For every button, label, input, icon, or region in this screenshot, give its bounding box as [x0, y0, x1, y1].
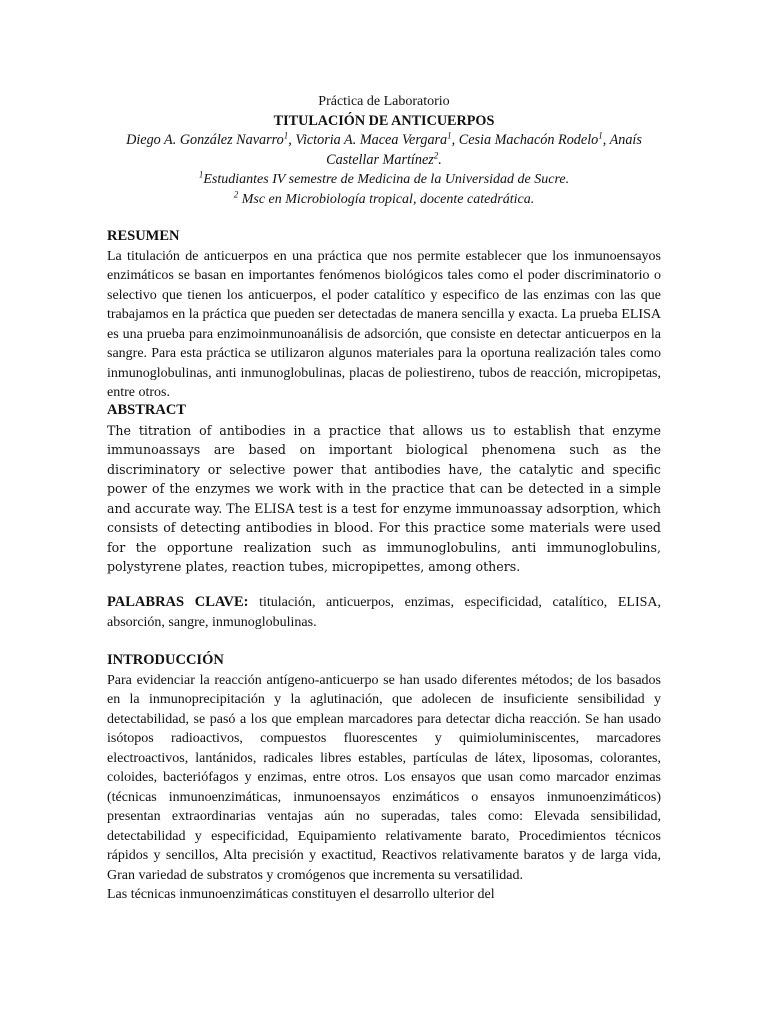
keywords-paragraph — [107, 593, 661, 632]
affiliation — [100, 190, 668, 210]
affiliation-text: Estudiantes IV semestre de Medicina de la Universidad de Sucre. — [203, 172, 570, 187]
introduccion-body: Para evidenciar la reacción antígeno-anticuerpo se han usado diferentes métodos; de los basados en la inmunoprecipitación y la aglutinación, que adolecen de insuficiente sensibilidad y detectabilidad, se pasó a los que emplean marcadores para detectar dicha reacción. Se han usado isótopos radioactivos, compuestos fluorescentes y quimioluminiscentes, marcadores electroactivos, lantánidos, radicales libres estables, partículas de látex, liposomas, colorantes, coloides, bacteriófagos y enzimas, entre otros. Los ensayos que usan como marcador enzimas (técnicas inmunoenzimáticas, inmunoensayos enzimáticos o ensayos inmunoenzimáticos) presentan extraordinarias ventajas aún no superadas, tales como: Elevada sensibilidad, detectabilidad y especificidad, Equipamiento relativamente barato, Procedimientos técnicos rápidos y sencillos, Alta precisión y exactitud, Reactivos relativamente baratos y de larga vida, Gran variedad de substratos y cromógenos que incrementa su versatilidad. — [107, 672, 661, 883]
affiliation — [100, 170, 668, 190]
keywords-label: PALABRAS CLAVE: — [107, 594, 249, 610]
abstract-heading: ABSTRACT — [107, 402, 186, 418]
abstract-section — [107, 401, 661, 577]
author-sup: 2 — [433, 149, 439, 160]
resumen-section — [107, 227, 661, 403]
author-name: Cesia Machacón Rodelo — [458, 132, 599, 148]
author-name: Anaís Castellar Martínez — [326, 132, 642, 168]
author-sup: 1 — [447, 130, 452, 141]
author-name: Victoria A. Macea Vergara — [295, 132, 448, 148]
author-sup: 1 — [598, 130, 603, 141]
introduccion-section — [107, 651, 661, 905]
introduccion-continuation: Las técnicas inmunoenzimáticas constituyen el desarrollo ulterior del — [107, 887, 495, 902]
affiliation-text: Msc en Microbiología tropical, docente catedrática. — [238, 191, 535, 207]
resumen-body: La titulación de anticuerpos en una práctica que nos permite establecer que los inmunoensayos enzimáticos se basan en importantes fenómenos biológicos tales como el poder discriminatorio o selectivo que tienen los anticuerpos, el poder catalítico y especifico de las enzimas con las que trabajamos en la práctica que pueden ser detectadas de manera sencilla y exacta. La prueba ELISA es una prueba para enzimoinmunoanálisis de adsorción, que consiste en detectar anticuerpos en la sangre. Para esta práctica se utilizaron algunos materiales para la oportuna realización tales como inmunoglobulinas, anti inmunoglobulinas, placas de poliestireno, tubos de reacción, micropipetas, entre otros. — [107, 248, 661, 400]
affiliation-sup: 2 — [233, 188, 239, 199]
affiliation-sup: 1 — [198, 169, 204, 180]
keywords-text: titulación, anticuerpos, enzimas, especificidad, catalítico, ELISA, absorción, sangre, inmunoglobulinas. — [107, 595, 662, 630]
paper-subtitle: Práctica de Laboratorio — [318, 94, 450, 109]
keywords-section — [107, 593, 661, 632]
author-list: Diego A. González Navarro$^1$, Victoria A. Macea Vergara$^1$, Cesia Machacón Rodelo$^1$, Anaís Castellar Martínez$^2$. — [126, 130, 642, 168]
author-name: Diego A. González Navarro — [126, 132, 284, 148]
abstract-body: The titration of antibodies in a practice that allows us to establish that enzyme immunoassays are based on important biological phenomena such as the discriminatory or selective power that antibodies have, the catalytic and specific power of the enzymes we work with in the practice that can be detected in a simple and accurate way. The ELISA test is a test for enzyme immunoassay adsorption, which consists of detecting antibodies in blood. For this practice some materials were used for the opportune realization such as immunoglobulins, anti immunoglobulins, polystyrene plates, reaction tubes, micropipettes, among others. — [107, 422, 661, 574]
resumen-heading: RESUMEN — [107, 228, 180, 244]
author-sup: 1 — [283, 130, 289, 141]
paper-title: TITULACIÓN DE ANTICUERPOS — [273, 112, 495, 129]
paper-header — [100, 92, 668, 209]
introduccion-heading: INTRODUCCIÓN — [107, 652, 224, 668]
